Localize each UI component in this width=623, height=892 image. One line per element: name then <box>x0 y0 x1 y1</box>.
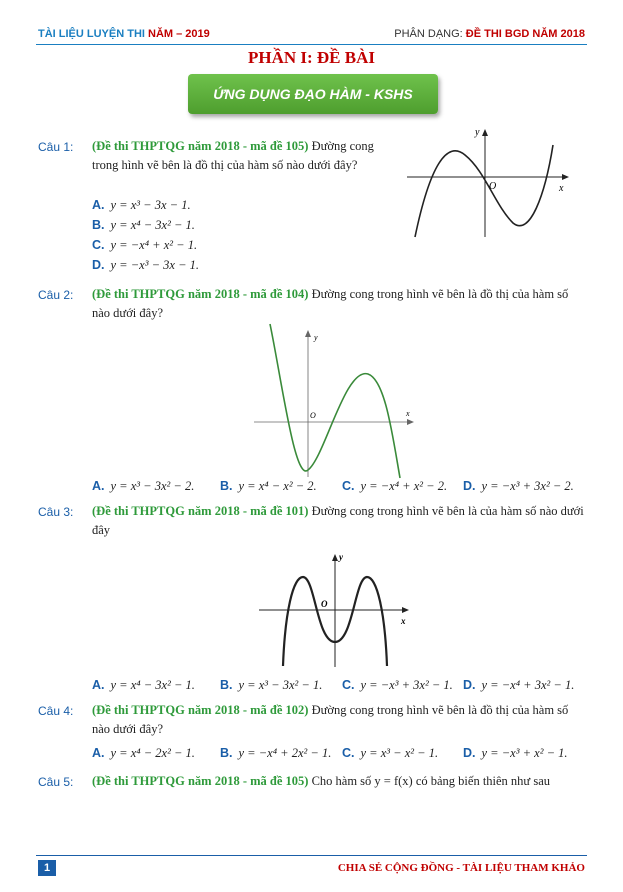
q4-label: Câu 4: <box>38 704 74 718</box>
q4-source: (Đề thi THPTQG năm 2018 - mã đề 102) <box>92 703 309 717</box>
q5-text <box>92 772 587 791</box>
q3-option-d[interactable]: D. y = −x⁴ + 3x² − 1. <box>463 678 575 692</box>
header-right-value: ĐỀ THI BGD NĂM 2018 <box>465 28 585 40</box>
q1-text <box>92 137 397 175</box>
q3-text <box>92 502 587 540</box>
header-left <box>38 28 210 40</box>
topic-banner: ỨNG DỤNG ĐẠO HÀM - KSHS <box>188 74 438 114</box>
q2-option-b[interactable]: B. y = x⁴ − x² − 2. <box>220 479 317 493</box>
q5-body: Cho hàm số y = f(x) có bảng biến thiên như sau <box>308 774 550 788</box>
q3-graph <box>255 552 415 670</box>
q2-option-c[interactable]: C. y = −x⁴ + x² − 2. <box>342 479 448 493</box>
q4-option-d[interactable]: D. y = −x³ + x² − 1. <box>463 746 568 760</box>
q1-body: Đường cong trong hình vẽ bên là đồ thị của hàm số nào dưới đây? <box>92 139 374 172</box>
q3-body: Đường cong trong hình vẽ bên là của hàm số nào dưới đây <box>92 504 584 537</box>
q3-y-label: y <box>339 552 343 562</box>
q2-body: Đường cong trong hình vẽ bên là đồ thị của hàm số nào dưới đây? <box>92 287 569 320</box>
q3-x-label: x <box>401 616 406 626</box>
header-right <box>394 28 585 40</box>
q4-option-a[interactable]: A. y = x⁴ − 2x² − 1. <box>92 746 195 760</box>
q1-option-a[interactable]: A. y = x³ − 3x − 1. <box>92 198 191 212</box>
footer-divider <box>36 855 587 856</box>
q3-option-c[interactable]: C. y = −x³ + 3x² − 1. <box>342 678 453 692</box>
q4-option-b[interactable]: B. y = −x⁴ + 2x² − 1. <box>220 746 332 760</box>
q3-label: Câu 3: <box>38 505 74 519</box>
q2-x-label: x <box>406 409 410 418</box>
q1-x-label: x <box>559 183 564 194</box>
header-year: NĂM – 2019 <box>148 28 210 40</box>
part-title: PHẦN I: ĐỀ BÀI <box>247 48 376 67</box>
q5-source: (Đề thi THPTQG năm 2018 - mã đề 105) <box>92 774 309 788</box>
q1-y-label: y <box>475 127 480 138</box>
q1-source: (Đề thi THPTQG năm 2018 - mã đề 105) <box>92 139 309 153</box>
q2-text <box>92 285 587 323</box>
q2-source: (Đề thi THPTQG năm 2018 - mã đề 104) <box>92 287 309 301</box>
q3-option-b[interactable]: B. y = x³ − 3x² − 1. <box>220 678 323 692</box>
q1-label: Câu 1: <box>38 140 74 154</box>
q1-option-b[interactable]: B. y = x⁴ − 3x² − 1. <box>92 218 195 232</box>
q2-graph <box>250 322 420 480</box>
page-number: 1 <box>38 860 56 876</box>
q2-label: Câu 2: <box>38 288 74 302</box>
q2-y-label: y <box>314 333 318 342</box>
q1-origin: O <box>489 181 497 192</box>
q1-graph <box>405 125 575 240</box>
header-divider <box>36 44 587 45</box>
q2-origin: O <box>310 411 316 420</box>
header-left-prefix: TÀI LIỆU LUYỆN THI <box>38 28 148 40</box>
q4-option-c[interactable]: C. y = x³ − x² − 1. <box>342 746 439 760</box>
q2-option-a[interactable]: A. y = x³ − 3x² − 2. <box>92 479 195 493</box>
q4-body: Đường cong trong hình vẽ bên là đồ thị của hàm số nào dưới đây? <box>92 703 569 736</box>
q3-origin: O <box>321 599 328 609</box>
header-right-prefix: PHÂN DẠNG: <box>394 28 466 40</box>
q3-source: (Đề thi THPTQG năm 2018 - mã đề 101) <box>92 504 309 518</box>
footer-text: CHIA SẺ CỘNG ĐỒNG - TÀI LIỆU THAM KHẢO <box>337 862 585 874</box>
q1-option-c[interactable]: C. y = −x⁴ + x² − 1. <box>92 238 198 252</box>
q5-label: Câu 5: <box>38 775 74 789</box>
q1-option-d[interactable]: D. y = −x³ − 3x − 1. <box>92 258 200 272</box>
q4-text <box>92 701 587 739</box>
q2-option-d[interactable]: D. y = −x³ + 3x² − 2. <box>463 479 574 493</box>
q3-option-a[interactable]: A. y = x⁴ − 3x² − 1. <box>92 678 195 692</box>
